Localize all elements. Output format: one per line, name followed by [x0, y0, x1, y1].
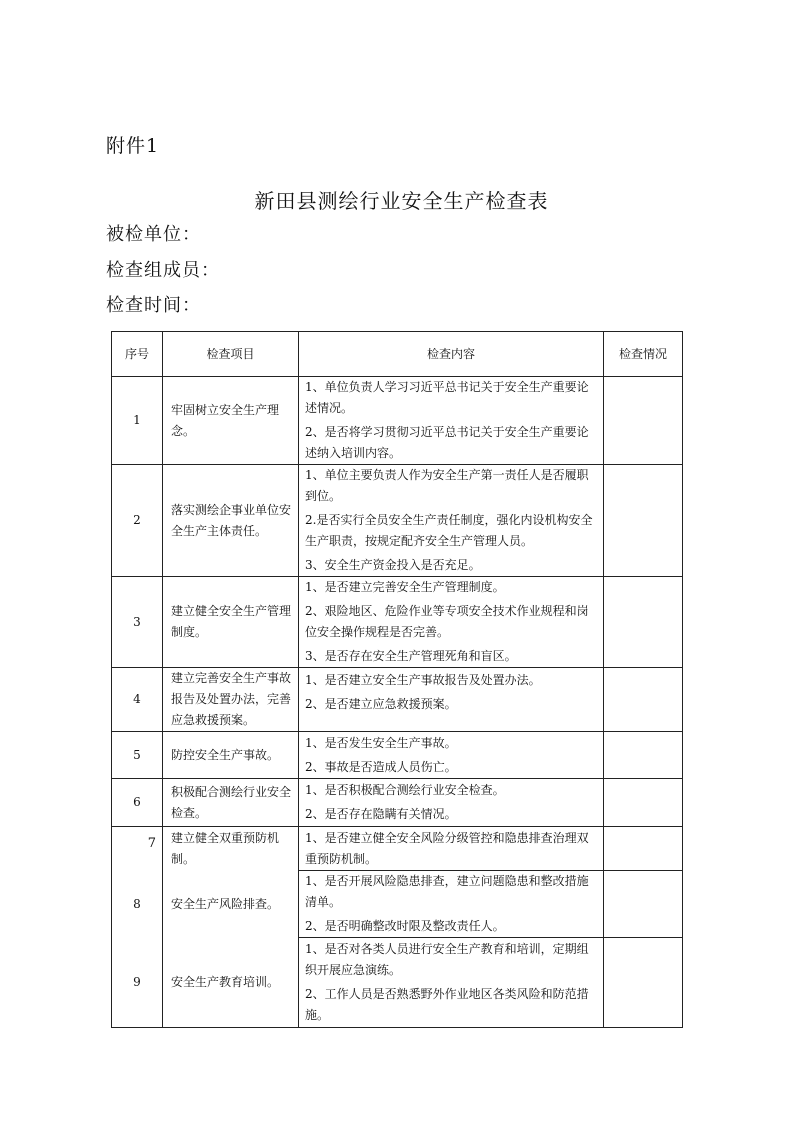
content-line: 3、是否存在安全生产管理死角和盲区。 [305, 649, 517, 663]
row-result-cell[interactable] [604, 465, 683, 577]
row-content [299, 779, 604, 827]
row-item: 安全生产风险排查。 [163, 871, 299, 938]
table-row [112, 827, 683, 871]
row-content [299, 577, 604, 668]
row-result-cell[interactable] [604, 938, 683, 1028]
row-content [299, 938, 604, 1028]
row-number: 8 [112, 871, 163, 938]
row-result-cell[interactable] [604, 827, 683, 871]
content-line: 1、是否建立安全生产事故报告及处置办法。 [305, 673, 541, 687]
content-line: 2、艰险地区、危险作业等专项安全技术作业规程和岗位安全操作规程是否完善。 [305, 604, 589, 639]
inspection-team-field: 检查组成员： [106, 260, 220, 281]
row-item: 安全生产教育培训。 [163, 938, 299, 1028]
row-result-cell[interactable] [604, 377, 683, 465]
row-result-cell[interactable] [604, 668, 683, 732]
inspected-unit-field: 被检单位： [106, 224, 201, 245]
table-row [112, 779, 683, 827]
header-no: 序号 [112, 332, 163, 377]
attachment-label: 附件1 [106, 135, 160, 157]
row-item: 落实测绘企事业单位安全生产主体责任。 [163, 465, 299, 577]
header-item: 检查项目 [163, 332, 299, 377]
row-item: 建立完善安全生产事故报告及处置办法，完善应急救援预案。 [163, 668, 299, 732]
table-row [112, 465, 683, 577]
row-content [299, 871, 604, 938]
row-number: 5 [112, 732, 163, 779]
row-item: 防控安全生产事故。 [163, 732, 299, 779]
row-result-cell[interactable] [604, 732, 683, 779]
table-row [112, 732, 683, 779]
row-number: 3 [112, 577, 163, 668]
row-item: 建立健全双重预防机制。 [163, 827, 299, 871]
row-number: 9 [112, 938, 163, 1028]
document-title: 新田县测绘行业安全生产检查表 [254, 189, 549, 213]
table-row [112, 577, 683, 668]
content-line: 1、是否建立健全安全风险分级管控和隐患排查治理双重预防机制。 [305, 830, 589, 866]
content-line: 2、是否存在隐瞒有关情况。 [305, 807, 457, 821]
content-line: 1、是否建立完善安全生产管理制度。 [305, 580, 505, 594]
row-number: 6 [112, 779, 163, 827]
content-line: 2、是否将学习贯彻习近平总书记关于安全生产重要论述纳入培训内容。 [305, 425, 589, 460]
content-line: 1、是否发生安全生产事故。 [305, 735, 457, 750]
row-content [299, 827, 604, 871]
row-item: 牢固树立安全生产理念。 [163, 377, 299, 465]
row-number: 1 [112, 377, 163, 465]
content-line: 3、安全生产资金投入是否充足。 [305, 558, 481, 572]
row-result-cell[interactable] [604, 577, 683, 668]
table-row [112, 871, 683, 938]
row-content [299, 465, 604, 577]
content-line: 2、工作人员是否熟悉野外作业地区各类风险和防范措施。 [305, 987, 589, 1022]
content-line: 1、是否开展风险隐患排查，建立问题隐患和整改措施清单。 [305, 874, 589, 909]
row-number: 4 [112, 668, 163, 732]
header-result: 检查情况 [604, 332, 683, 377]
table-row [112, 668, 683, 732]
content-line: 2、是否建立应急救援预案。 [305, 697, 457, 711]
row-item: 建立健全安全生产管理制度。 [163, 577, 299, 668]
content-line: 1、是否积极配合测绘行业安全检查。 [305, 783, 505, 797]
content-line: 1、单位主要负责人作为安全生产第一责任人是否履职到位。 [305, 468, 589, 503]
row-result-cell[interactable] [604, 779, 683, 827]
row-item: 积极配合测绘行业安全检查。 [163, 779, 299, 827]
content-line: 1、是否对各类人员进行安全生产教育和培训，定期组织开展应急演练。 [305, 942, 589, 977]
row-number: 7 [112, 827, 163, 871]
content-line: 2.是否实行全员安全生产责任制度，强化内设机构安全生产职责，按规定配齐安全生产管理人员。 [305, 513, 593, 548]
table-row [112, 377, 683, 465]
row-content [299, 377, 604, 465]
table-row [112, 938, 683, 1028]
checklist-table [111, 331, 683, 1028]
content-line: 1、单位负责人学习习近平总书记关于安全生产重要论述情况。 [305, 380, 589, 415]
content-line: 2、是否明确整改时限及整改责任人。 [305, 919, 505, 933]
row-content [299, 732, 604, 779]
header-content: 检查内容 [299, 332, 604, 377]
content-line: 2、事故是否造成人员伤亡。 [305, 759, 457, 774]
row-result-cell[interactable] [604, 871, 683, 938]
row-number: 2 [112, 465, 163, 577]
inspection-time-field: 检查时间： [106, 295, 201, 316]
table-header-row [112, 332, 683, 377]
row-content [299, 668, 604, 732]
